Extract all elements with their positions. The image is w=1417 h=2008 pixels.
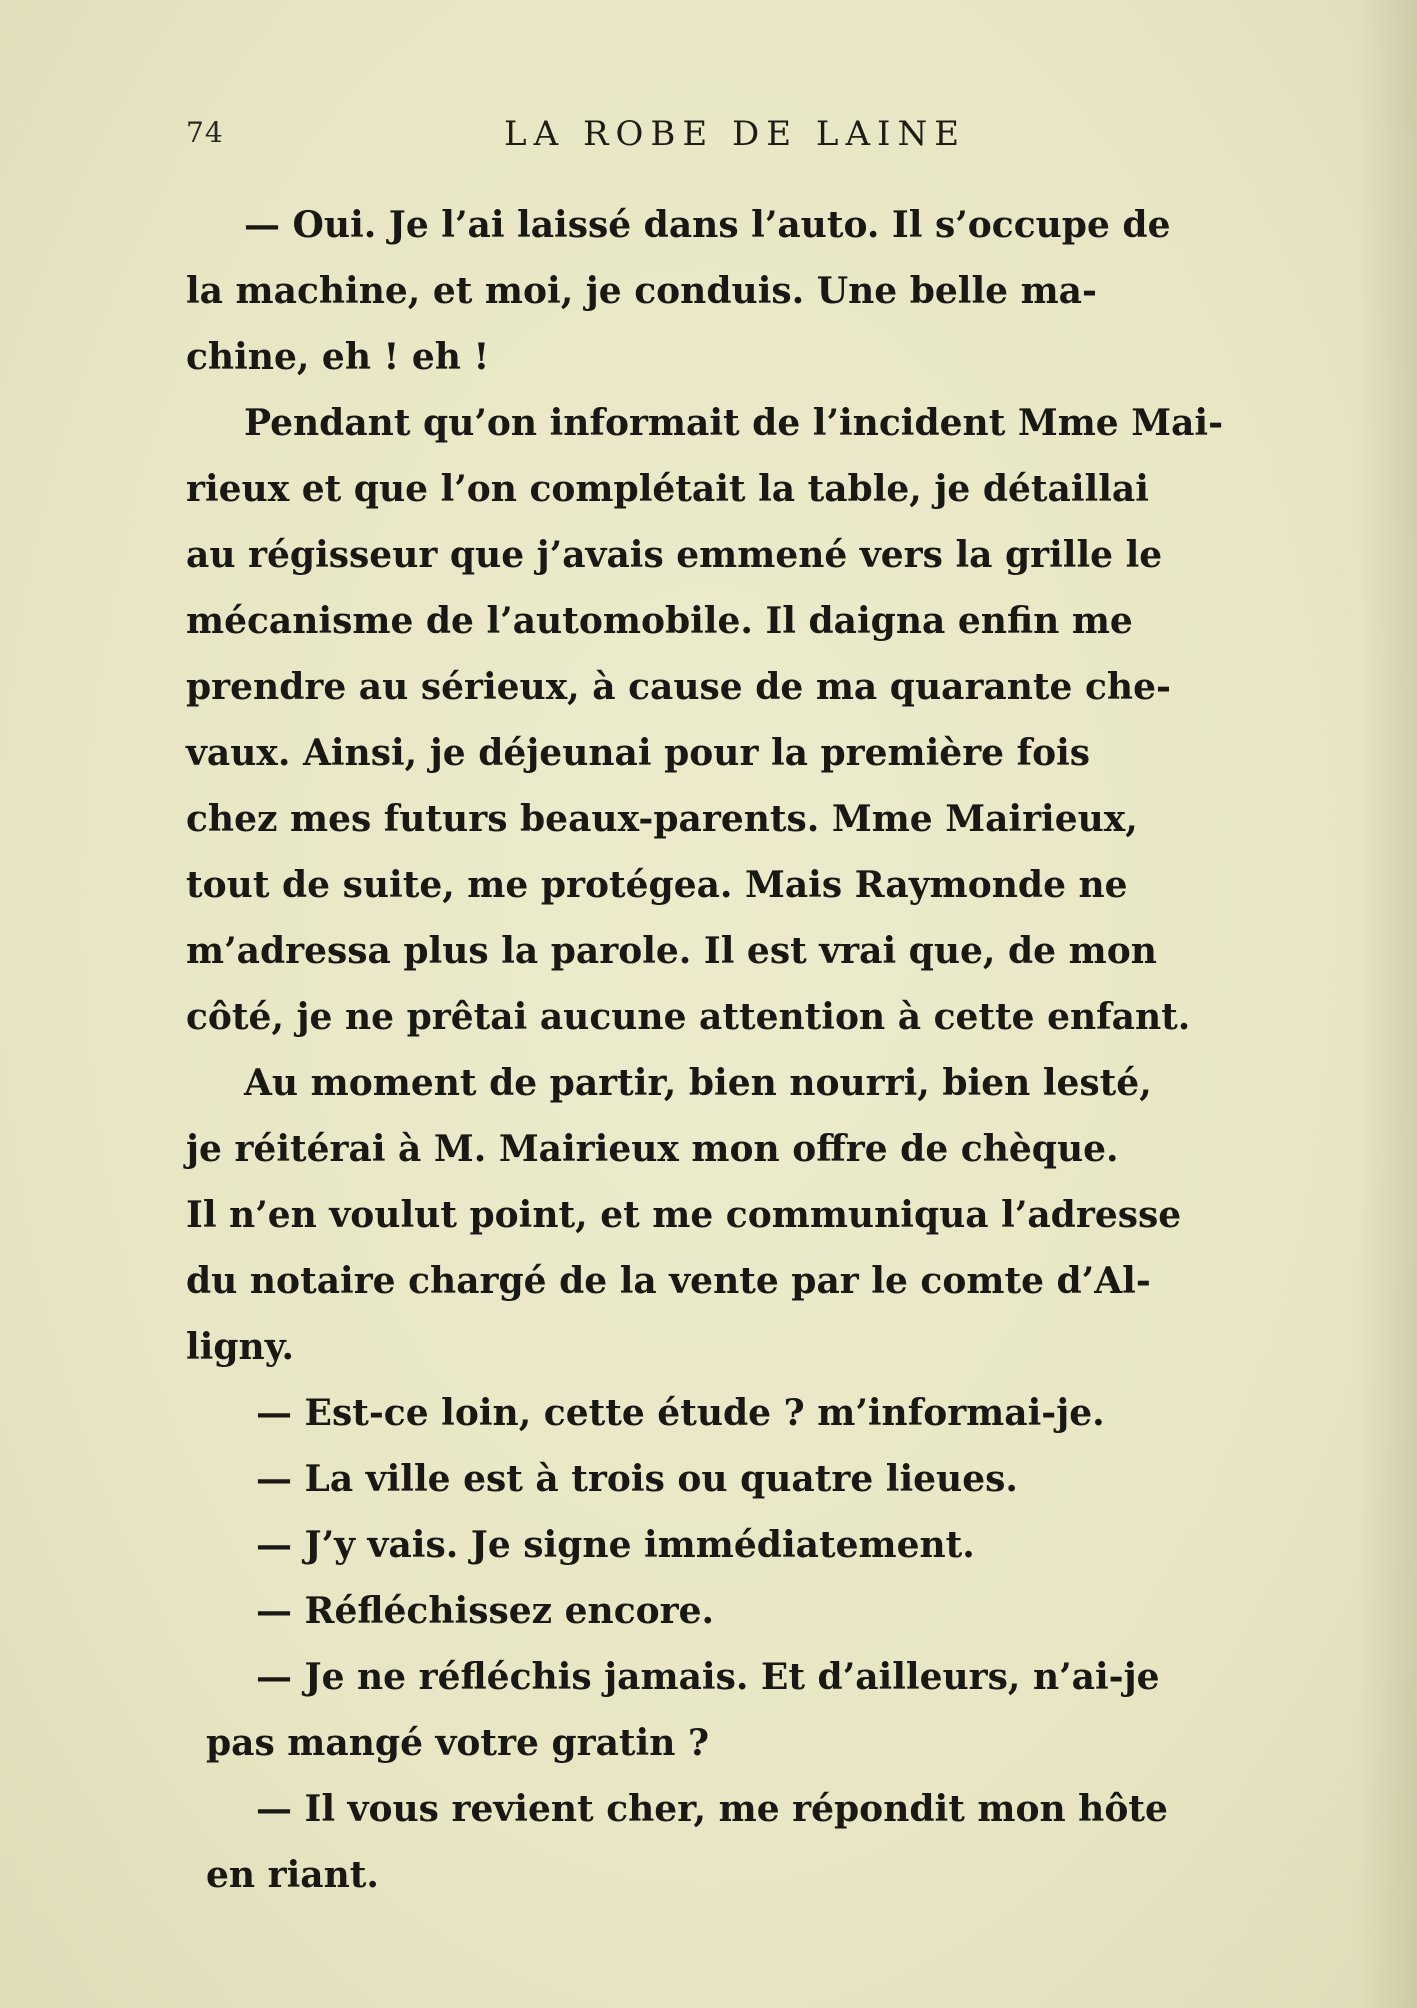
text-line: — Est-ce loin, cette étude ? m’informai-je.: [256, 1392, 1105, 1434]
text-line: rieux et que l’on complétait la table, je détaillai: [186, 468, 1149, 510]
text-line: Pendant qu’on informait de l’incident Mme Mai-: [244, 402, 1224, 444]
text-line: — Réfléchissez encore.: [256, 1590, 715, 1632]
text-line: Au moment de partir, bien nourri, bien lesté,: [244, 1062, 1152, 1104]
body-text: [186, 192, 1224, 1908]
text-line: chez mes futurs beaux-parents. Mme Mairieux,: [186, 798, 1138, 840]
text-line: pas mangé votre gratin ?: [206, 1722, 710, 1764]
page-number: 74: [186, 116, 224, 149]
text-line: — Il vous revient cher, me répondit mon hôte: [256, 1788, 1168, 1830]
text-line: en riant.: [206, 1854, 379, 1896]
page-edge-shadow: [1357, 0, 1417, 2008]
text-line: — Oui. Je l’ai laissé dans l’auto. Il s’occupe de: [244, 204, 1171, 246]
text-line: la machine, et moi, je conduis. Une belle ma-: [186, 270, 1097, 312]
text-line: — Je ne réfléchis jamais. Et d’ailleurs, n’ai-je: [256, 1656, 1160, 1698]
running-title: LA ROBE DE LAINE: [504, 114, 967, 154]
text-line: je réitérai à M. Mairieux mon offre de chèque.: [186, 1128, 1119, 1170]
text-line: Il n’en voulut point, et me communiqua l’adresse: [186, 1194, 1182, 1236]
text-line: mécanisme de l’automobile. Il daigna enfin me: [186, 600, 1133, 642]
text-line: ligny.: [186, 1326, 295, 1368]
text-line: prendre au sérieux, à cause de ma quarante che-: [186, 666, 1171, 708]
text-line: côté, je ne prêtai aucune attention à cette enfant.: [186, 996, 1191, 1038]
text-line: tout de suite, me protégea. Mais Raymonde ne: [186, 864, 1128, 906]
text-line: m’adressa plus la parole. Il est vrai que, de mon: [186, 930, 1157, 972]
text-line: — J’y vais. Je signe immédiatement.: [256, 1524, 975, 1566]
text-line: vaux. Ainsi, je déjeunai pour la première fois: [186, 732, 1091, 774]
text-line: — La ville est à trois ou quatre lieues.: [256, 1458, 1018, 1500]
text-line: du notaire chargé de la vente par le comte d’Al-: [186, 1260, 1151, 1302]
page-header: [186, 116, 1026, 160]
text-line: au régisseur que j’avais emmené vers la grille le: [186, 534, 1163, 576]
text-line: chine, eh ! eh !: [186, 336, 490, 378]
